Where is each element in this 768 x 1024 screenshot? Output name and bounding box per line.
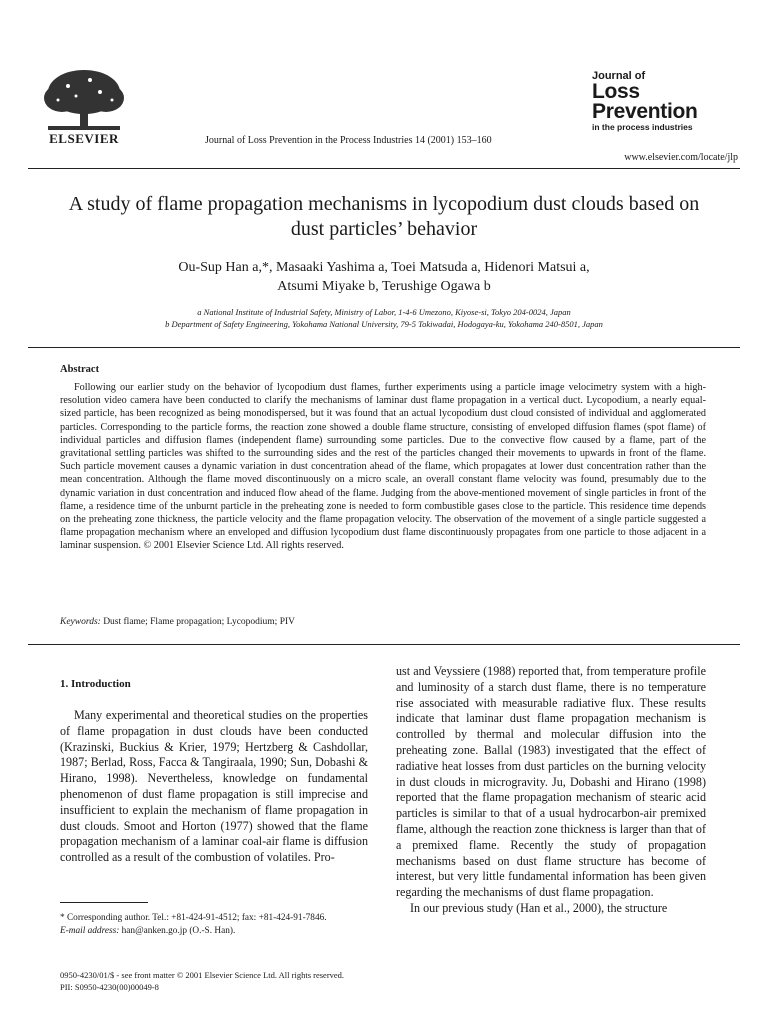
intro-column-left: Many experimental and theoretical studies on the properties of flame propagation in dust clouds have been conducted (Krazinski, Buckius & Krier, 1979; Hertzberg & Cashdollar, 1987; Berlad, Ross, Facca & Tangiraala, 1990; Sun, Dobashi & Hirano, 1998). Nevertheless, knowledge on fundamental phenomenon of dust flame propagation is still imprecise and insufficient to explain the mechanism of flame propagation in dust clouds. Smoot and Horton (1977) showed that the flame propagation mechanism of a laminar coal-air flame is diffusion controlled as a result of the combustion of volatiles. Pro- [60, 708, 368, 865]
abstract-text: Following our earlier study on the behavior of lycopodium dust flames, further experiments using a particle image velocimetry system with a high-resolution video camera have been conducted to clarify the mechanisms of laminar dust flame propagation in a vertical duct. Lycopodium, a nearly equal-sized particle, has been recognized as being monodispersed, but it was found that an actual lycopodium dust cloud consisted of individual and agglomerated particles. Corresponding to the particle forms, the reaction zone showed a double flame structure, consisting of enveloped diffusion flames (spot flame) of individual particles and diffusion flames (independent flame) surrounding some particles. Due to the convective flow caused by a flame, part of the gravitational settling particles was shifted to the surrounding sides and the rest of the particles changed their movements to upwards in front of the flame. Such particle movement causes a dynamic variation in dust concentration ahead of the flame, which propagates at lower dust concentration rather than the mean concentration. Although the flame moved discontinuously on a micro scale, an overall constant flame velocity was found, presumably due to the dynamic variation in dust concentration and induced flow ahead of the flame. Judging from the above-mentioned movement of single particles in front of the flame, a residence time of the unburnt particle in the preheating zone is needed to form combustible gases close to the particle. This residence time depends on the preheating zone thickness, the particle velocity and the flame propagation velocity. The observation of the movement of a single particle suggested a flame propagation mechanism where an enveloped and diffusion lycopodium dust flame discontinuously propagates from one particle to those adjacent in a laminar suspension. © 2001 Elsevier Science Ltd. All rights reserved. [60, 382, 706, 552]
header-divider [28, 168, 740, 169]
authors-line1: Ou-Sup Han a,*, Masaaki Yashima a, Toei Matsuda a, Hidenori Matsui a, [178, 260, 590, 275]
journal-citation: Journal of Loss Prevention in the Process Industries 14 (2001) 153–160 [205, 135, 492, 146]
author-list [60, 258, 708, 296]
journal-logo-line1: Journal of [592, 70, 646, 82]
pii-line: PII: S0950-4230(00)00049-8 [60, 982, 159, 992]
publisher-name: ELSEVIER [49, 131, 119, 146]
journal-logo [592, 70, 732, 133]
affiliation-b: b Department of Safety Engineering, Yokohama National University, 79-5 Tokiwadai, Hodogaya-ku, Yokohama 240-8501, Japan [165, 319, 603, 329]
intro-right-para2: In our previous study (Han et al., 2000), the structure [410, 900, 668, 915]
keywords [60, 617, 295, 627]
footnote [60, 912, 368, 938]
authors-line2: Atsumi Miyake b, Terushige Ogawa b [277, 279, 491, 294]
keywords-text: Dust flame; Flame propagation; Lycopodium; PIV [103, 617, 296, 627]
abstract-heading: Abstract [60, 364, 100, 375]
affiliation-a: a National Institute of Industrial Safety, Ministry of Labor, 1-4-6 Umezono, Kiyose-si, Tokyo 204-0024, Japan [197, 307, 571, 317]
abstract-divider [28, 347, 740, 348]
journal-logo-line3: Prevention [592, 100, 698, 123]
journal-logo-line4: in the process industries [592, 122, 693, 132]
footnote-email[interactable]: han@anken.go.jp (O.-S. Han). [121, 926, 236, 936]
footnote-corresponding: * Corresponding author. Tel.: +81-424-91-4512; fax: +81-424-91-7846. [60, 913, 327, 923]
paper-title: A study of flame propagation mechanisms in lycopodium dust clouds based on dust particles’ behavior [68, 193, 700, 240]
keywords-divider [28, 644, 740, 645]
affiliations [40, 306, 728, 330]
journal-url[interactable]: www.elsevier.com/locate/jlp [624, 152, 738, 163]
intro-column-right [396, 664, 706, 917]
journal-logo-line2: Loss [592, 80, 640, 103]
footnote-email-label: E-mail address: [60, 926, 120, 936]
footnote-divider [60, 902, 148, 903]
copyright-line: 0950-4230/01/$ - see front matter © 2001 Elsevier Science Ltd. All rights reserved. [60, 970, 345, 980]
keywords-label: Keywords: [60, 617, 101, 627]
copyright-block [60, 969, 344, 993]
section-heading-introduction: 1. Introduction [60, 678, 131, 690]
intro-right-para1: ust and Veyssiere (1988) reported that, from temperature profile and luminosity of a starch dust flame, there is no temperature rise associated with measurable radiative flux. These results indicate that laminar dust flame propagation mechanism is controlled by thermal and molecular diffusion into the preheating zone. Ballal (1983) investigated that the effect of radiative heat losses from dust particles on the burning velocity in dust clouds in microgravity. Ju, Dobashi and Hirano (1998) reported that the flame propagation mechanism of stearic acid particles is similar to that of a usual hydrocarbon-air premixed flame, although the reaction zone thickness is larger than that of a premixed flame. Recently the study of propagation mechanisms based on dust flame structure has become of interest, but very little fundamental information has been given regarding the mechanisms of dust flame propagation. [396, 664, 706, 900]
